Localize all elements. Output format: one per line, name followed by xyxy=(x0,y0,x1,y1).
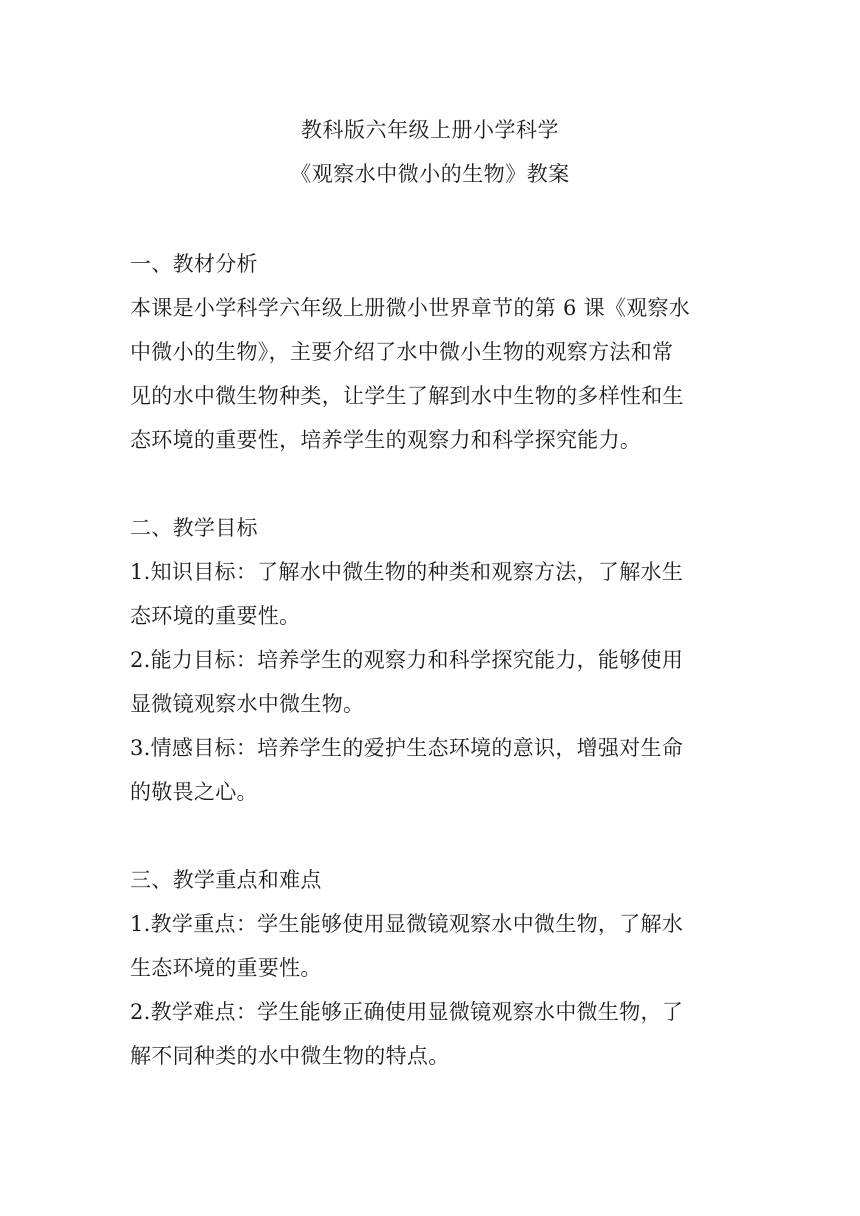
title-line-2: 《观察水中微小的生物》教案 xyxy=(290,162,570,186)
paragraph-line: 3.情感目标：培养学生的爱护生态环境的意识，增强对生命 xyxy=(130,736,684,760)
paragraph-line: 中微小的生物》，主要介绍了水中微小生物的观察方法和常 xyxy=(130,340,674,364)
section-heading: 一、教材分析 xyxy=(130,252,258,276)
title-line-1: 教科版六年级上册小学科学 xyxy=(301,118,559,142)
paragraph-line: 2.能力目标：培养学生的观察力和科学探究能力，能够使用 xyxy=(130,648,684,672)
paragraph-line: 解不同种类的水中微生物的特点。 xyxy=(130,1044,450,1068)
paragraph-line: 显微镜观察水中微生物。 xyxy=(130,692,365,716)
paragraph-line: 1.知识目标：了解水中微生物的种类和观察方法，了解水生 xyxy=(130,560,684,584)
paragraph-line: 见的水中微生物种类，让学生了解到水中生物的多样性和生 xyxy=(130,384,684,408)
section-spacer xyxy=(130,462,730,506)
section-heading: 二、教学目标 xyxy=(130,516,258,540)
paragraph-line: 本课是小学科学六年级上册微小世界章节的第 6 课《观察水 xyxy=(130,296,691,320)
paragraph-line: 态环境的重要性，培养学生的观察力和科学探究能力。 xyxy=(130,428,642,452)
section-teaching-goals xyxy=(130,506,730,814)
section-key-points xyxy=(130,858,730,1078)
section-spacer xyxy=(130,814,730,858)
section-textbook-analysis xyxy=(130,242,730,462)
paragraph-line: 生态环境的重要性。 xyxy=(130,956,322,980)
document-body xyxy=(130,242,730,1078)
paragraph-line: 态环境的重要性。 xyxy=(130,604,301,628)
paragraph-line: 1.教学重点：学生能够使用显微镜观察水中微生物，了解水 xyxy=(130,912,684,936)
document-title xyxy=(0,108,860,196)
paragraph-line: 2.教学难点：学生能够正确使用显微镜观察水中微生物，了 xyxy=(130,1000,684,1024)
section-heading: 三、教学重点和难点 xyxy=(130,868,322,892)
paragraph-line: 的敬畏之心。 xyxy=(130,780,258,804)
